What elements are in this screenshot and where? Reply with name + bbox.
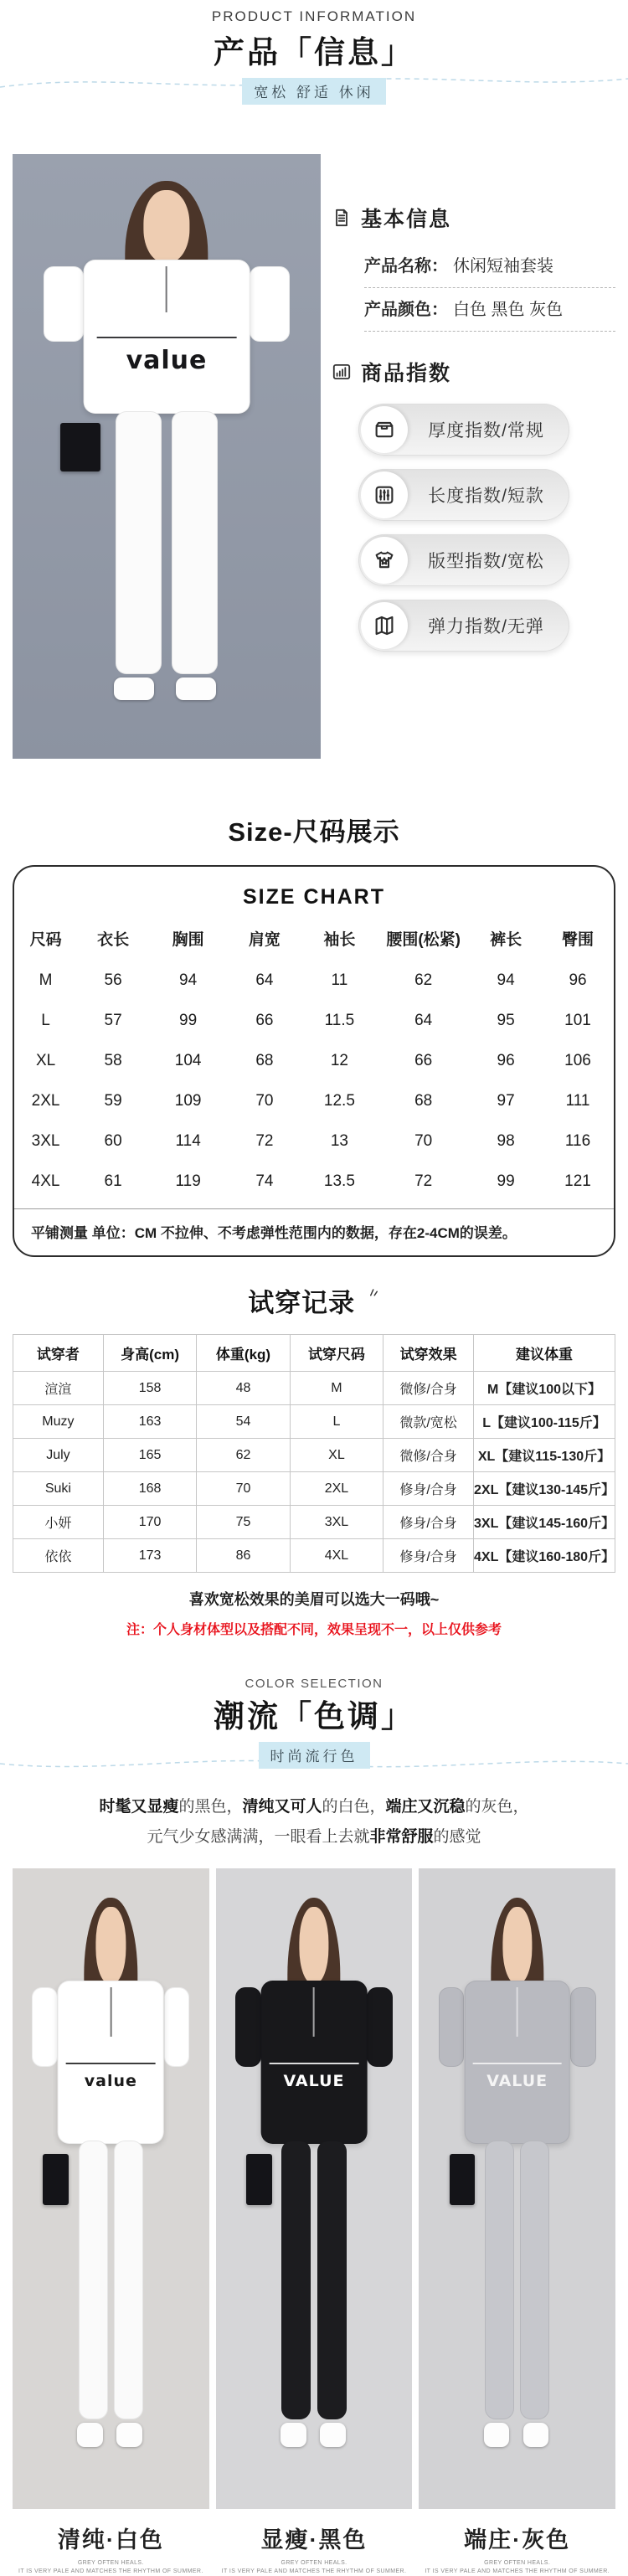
desc-text: 元气少女感满满，一眼看上去就	[147, 1828, 370, 1847]
table-cell: 158	[103, 1372, 196, 1405]
pants-leg	[172, 411, 218, 674]
model-top-garment	[261, 1981, 368, 2144]
table-cell: 70	[414, 1132, 433, 1150]
table-cell: 3XL【建议145-160斤】	[474, 1506, 615, 1539]
table-cell: 96	[497, 1052, 515, 1069]
sleeve	[439, 1987, 465, 2068]
pants-leg	[281, 2141, 311, 2419]
table-cell: 微修/合身	[383, 1439, 474, 1472]
table-row	[14, 1081, 614, 1121]
header-row	[13, 1335, 615, 1372]
index-badge-label: 厚度指数/常规	[428, 421, 544, 440]
table-cell: 97	[497, 1092, 515, 1110]
table-cell: 渲渲	[13, 1372, 104, 1405]
color-subtitle-line: IT IS VERY PALE AND MATCHES THE RHYTHM OF SUMMER.	[221, 2568, 407, 2575]
sleeve	[367, 1987, 393, 2068]
zipper	[313, 1987, 315, 2037]
model-figure	[419, 1868, 615, 2509]
info-value: 休闲短袖套装	[453, 257, 553, 276]
desc-text: 的感觉	[433, 1828, 481, 1847]
color-photo	[419, 1868, 615, 2509]
table-cell: 99	[497, 1172, 515, 1190]
handbag	[246, 2154, 272, 2205]
column-header: 腰围(松紧)	[386, 931, 461, 949]
fit-table	[13, 1334, 615, 1573]
index-badge	[358, 469, 569, 521]
index-badge-label: 长度指数/短款	[428, 487, 544, 506]
table-row	[13, 1506, 615, 1539]
size-up-tip: 喜欢宽松效果的美眉可以选大一码哦~	[188, 1591, 440, 1609]
column-header: 试穿效果	[383, 1335, 474, 1372]
chest-stripe	[97, 337, 237, 338]
color-card	[216, 1868, 413, 2576]
table-cell: 121	[564, 1172, 591, 1190]
table-cell: 104	[174, 1052, 202, 1069]
table-cell: 68	[255, 1052, 274, 1069]
table-cell: 59	[104, 1092, 122, 1110]
table-cell: 74	[255, 1172, 274, 1190]
table-row	[13, 1439, 615, 1472]
table-row	[14, 961, 614, 1001]
color-subtitle-line: IT IS VERY PALE AND MATCHES THE RHYTHM OF SUMMER.	[425, 2568, 610, 2575]
color-badge: 时尚流行色	[259, 1742, 370, 1769]
shoe	[77, 2423, 103, 2447]
handbag	[450, 2154, 476, 2205]
table-cell: 微修/合身	[383, 1372, 474, 1405]
table-cell: 4XL	[31, 1172, 60, 1190]
pen-stroke-icon	[365, 1279, 380, 1294]
table-cell: 68	[414, 1092, 433, 1110]
column-header: 建议体重	[474, 1335, 615, 1372]
column-header: 裤长	[490, 931, 522, 949]
handbag	[43, 2154, 69, 2205]
basic-info-title: 基本信息	[361, 208, 452, 231]
model-top-garment	[58, 1981, 164, 2144]
table-cell: 66	[414, 1052, 433, 1069]
table-row	[13, 1405, 615, 1439]
table-cell: 64	[414, 1012, 433, 1029]
page-title: 产品「信息」	[214, 35, 414, 70]
table-cell: XL	[35, 1052, 56, 1069]
product-photo-main	[13, 154, 321, 759]
model-top-garment	[84, 260, 250, 414]
fit-record-section	[0, 1279, 628, 1638]
pants-leg	[317, 2141, 347, 2419]
handbag	[60, 423, 100, 471]
color-subtitle	[216, 2559, 413, 2576]
fit-icon	[361, 537, 408, 584]
color-subtitle	[13, 2559, 209, 2576]
table-cell: 2XL	[290, 1472, 383, 1506]
size-measure-note: 平铺测量 单位：CM 不拉伸、不考虑弹性范围内的数据，存在2-4CM的误差。	[14, 1208, 614, 1255]
shoe	[281, 2423, 306, 2447]
column-header: 身高(cm)	[103, 1335, 196, 1372]
shoe	[523, 2423, 549, 2447]
header-keywords-badge: 宽松 舒适 休闲	[242, 78, 385, 105]
color-photo	[216, 1868, 413, 2509]
sleeve	[250, 266, 290, 342]
table-cell: 95	[497, 1012, 515, 1029]
document-icon	[331, 207, 353, 229]
model-face	[299, 1907, 328, 1984]
sleeve	[235, 1987, 261, 2068]
table-row	[13, 1539, 615, 1573]
pants-leg	[114, 2141, 143, 2419]
zipper	[517, 1987, 518, 2037]
column-header: 胸围	[172, 931, 204, 949]
table-cell: XL	[290, 1439, 383, 1472]
chest-stripe	[472, 2063, 561, 2064]
sleeve	[164, 1987, 190, 2068]
table-cell: 70	[255, 1092, 274, 1110]
desc-text: 的灰色，	[465, 1798, 529, 1816]
column-header: 肩宽	[248, 931, 281, 949]
table-cell: 170	[103, 1506, 196, 1539]
table-cell: 3XL	[290, 1506, 383, 1539]
table-cell: 修身/合身	[383, 1539, 474, 1573]
shirt-logo-text: value	[126, 346, 208, 376]
index-badge-label: 弹力指数/无弹	[428, 617, 544, 636]
table-row	[13, 1472, 615, 1506]
table-cell: 11	[331, 971, 348, 989]
size-chart-heading: SIZE CHART	[243, 885, 385, 909]
sleeve	[570, 1987, 596, 2068]
column-header: 衣长	[97, 931, 130, 949]
table-cell: Muzy	[13, 1405, 104, 1439]
color-section-title: 潮流「色调」	[214, 1699, 414, 1734]
table-cell: 4XL	[290, 1539, 383, 1573]
model-face	[96, 1907, 126, 1984]
color-desc-line	[0, 1794, 628, 1820]
fit-record-title	[0, 1279, 628, 1319]
chest-stripe	[66, 2063, 155, 2064]
model-figure	[13, 154, 321, 759]
table-cell: 98	[497, 1132, 515, 1150]
header-row	[14, 916, 614, 961]
sleeve	[44, 266, 84, 342]
desc-text: 端庄又沉稳	[385, 1798, 466, 1816]
color-subtitle-line: IT IS VERY PALE AND MATCHES THE RHYTHM OF SUMMER.	[18, 2568, 203, 2575]
zipper	[166, 266, 167, 312]
shoe	[116, 2423, 142, 2447]
table-cell: 70	[197, 1472, 290, 1506]
table-cell: 13.5	[323, 1172, 355, 1190]
pants-leg	[485, 2141, 514, 2419]
color-photo	[13, 1868, 209, 2509]
pants-leg	[520, 2141, 549, 2419]
sleeve	[32, 1987, 58, 2068]
table-cell: M	[290, 1372, 383, 1405]
color-desc	[0, 1794, 628, 1850]
table-cell: 114	[175, 1132, 201, 1150]
table-cell: 54	[197, 1405, 290, 1439]
model-face	[143, 190, 189, 263]
table-cell: 修身/合身	[383, 1506, 474, 1539]
table-cell: M	[39, 971, 53, 989]
fit-record-title-text: 试穿记录	[248, 1288, 356, 1318]
column-header: 尺码	[29, 931, 62, 949]
column-header: 试穿者	[13, 1335, 104, 1372]
size-section	[0, 811, 628, 1257]
table-cell: 116	[564, 1132, 591, 1150]
table-cell: 101	[564, 1012, 591, 1029]
table-cell: 75	[197, 1506, 290, 1539]
info-value: 白色 黑色 灰色	[453, 301, 564, 319]
color-name: 端庄·灰色	[464, 2527, 571, 2553]
index-badge	[358, 600, 569, 652]
product-index-header	[331, 357, 620, 387]
table-cell: 106	[564, 1052, 591, 1069]
color-name: 清纯·白色	[57, 2527, 164, 2553]
table-row	[14, 1041, 614, 1081]
table-cell: 4XL【建议160-180斤】	[474, 1539, 615, 1573]
header-eyebrow: PRODUCT INFORMATION	[211, 8, 417, 24]
shoe	[114, 677, 154, 700]
color-subtitle-line: GREY OFTEN HEALS.	[484, 2560, 551, 2567]
length-icon	[361, 471, 408, 518]
color-subtitle-line: GREY OFTEN HEALS.	[77, 2560, 144, 2567]
table-cell: 86	[197, 1539, 290, 1573]
table-row	[14, 1121, 614, 1162]
color-subtitle-line: GREY OFTEN HEALS.	[281, 2560, 347, 2567]
table-cell: 64	[255, 971, 274, 989]
pants-leg	[79, 2141, 108, 2419]
model-figure	[216, 1868, 413, 2509]
shoe	[484, 2423, 510, 2447]
table-cell: 99	[179, 1012, 198, 1029]
table-cell: 163	[103, 1405, 196, 1439]
table-cell: 2XL	[31, 1092, 60, 1110]
desc-text: 非常舒服	[369, 1828, 434, 1847]
model-figure	[13, 1868, 209, 2509]
table-cell: 119	[175, 1172, 201, 1190]
chest-stripe	[270, 2063, 358, 2064]
table-cell: L	[41, 1012, 50, 1029]
table-row	[13, 1372, 615, 1405]
color-section-header	[0, 1677, 628, 1779]
table-cell: 109	[174, 1092, 202, 1110]
size-section-title: Size-尺码展示	[228, 817, 400, 847]
table-cell: 94	[179, 971, 198, 989]
table-cell: M【建议100以下】	[474, 1372, 615, 1405]
table-cell: 165	[103, 1439, 196, 1472]
table-cell: 微款/宽松	[383, 1405, 474, 1439]
info-label: 产品颜色：	[364, 301, 448, 319]
table-cell: 72	[414, 1172, 433, 1190]
thickness-icon	[361, 406, 408, 453]
table-cell: 修身/合身	[383, 1472, 474, 1506]
zipper	[110, 1987, 111, 2037]
shirt-logo-text: VALUE	[283, 2072, 345, 2091]
basic-info-row	[364, 245, 615, 288]
table-cell: 62	[197, 1439, 290, 1472]
color-eyebrow: COLOR SELECTION	[245, 1677, 383, 1692]
table-cell: 56	[104, 971, 122, 989]
color-desc-line	[0, 1824, 628, 1850]
table-cell: 111	[565, 1092, 590, 1110]
disclaimer-note: 注：个人身材体型以及搭配不同，效果呈现不一，以上仅供参考	[126, 1623, 502, 1638]
size-chart-table	[14, 916, 614, 1202]
table-cell: July	[13, 1439, 104, 1472]
shirt-logo-text: VALUE	[486, 2072, 548, 2091]
shoe	[176, 677, 216, 700]
info-column	[331, 203, 620, 652]
column-header: 体重(kg)	[197, 1335, 290, 1372]
column-header: 袖长	[323, 931, 356, 949]
stretch-icon	[361, 602, 408, 649]
index-badge-label: 版型指数/宽松	[428, 552, 544, 571]
table-cell: 57	[104, 1012, 122, 1029]
color-card	[13, 1868, 209, 2576]
page-header	[0, 0, 628, 100]
table-cell: 62	[414, 971, 433, 989]
index-badge	[358, 404, 569, 456]
model-face	[502, 1907, 532, 1984]
table-cell: 11.5	[324, 1012, 355, 1029]
table-cell: 173	[103, 1539, 196, 1573]
table-cell: 12.5	[323, 1092, 355, 1110]
pants-leg	[116, 411, 162, 674]
table-cell: 13	[330, 1132, 348, 1150]
table-cell: 58	[104, 1052, 122, 1069]
desc-text: 的黑色，	[178, 1798, 243, 1816]
color-name: 显瘦·黑色	[260, 2527, 368, 2553]
table-cell: 72	[255, 1132, 274, 1150]
table-cell: 61	[104, 1172, 122, 1190]
table-cell: L	[290, 1405, 383, 1439]
table-row	[14, 1162, 614, 1202]
info-label: 产品名称：	[364, 257, 448, 276]
model-top-garment	[464, 1981, 570, 2144]
shirt-logo-text: value	[84, 2072, 137, 2091]
bar-chart-icon	[331, 361, 353, 383]
table-cell: 94	[497, 971, 515, 989]
table-cell: 依依	[13, 1539, 104, 1573]
table-cell: 96	[569, 971, 587, 989]
column-header: 臀围	[562, 931, 595, 949]
index-badge	[358, 534, 569, 586]
column-header: 试穿尺码	[290, 1335, 383, 1372]
product-index-title: 商品指数	[361, 362, 452, 385]
table-cell: 168	[103, 1472, 196, 1506]
size-chart-box	[13, 865, 615, 1257]
basic-info-row	[364, 288, 615, 332]
desc-text: 的白色，	[322, 1798, 386, 1816]
table-row	[14, 1001, 614, 1041]
table-cell: 小妍	[13, 1506, 104, 1539]
table-cell: 48	[197, 1372, 290, 1405]
desc-text: 清纯又可人	[242, 1798, 322, 1816]
basic-info-header	[331, 203, 620, 233]
table-cell: 60	[104, 1132, 122, 1150]
table-cell: 3XL	[31, 1132, 60, 1150]
desc-text: 时髦又显瘦	[99, 1798, 179, 1816]
color-card	[419, 1868, 615, 2576]
product-index-badges	[358, 404, 620, 652]
table-cell: XL【建议115-130斤】	[474, 1439, 615, 1472]
color-cards	[13, 1868, 615, 2576]
color-subtitle	[419, 2559, 615, 2576]
table-cell: 2XL【建议130-145斤】	[474, 1472, 615, 1506]
table-cell: 66	[255, 1012, 274, 1029]
basic-info-rows	[364, 245, 615, 332]
table-cell: 12	[330, 1052, 348, 1069]
hero-section	[0, 95, 628, 789]
table-cell: L【建议100-115斤】	[474, 1405, 615, 1439]
table-cell: Suki	[13, 1472, 104, 1506]
shoe	[320, 2423, 346, 2447]
